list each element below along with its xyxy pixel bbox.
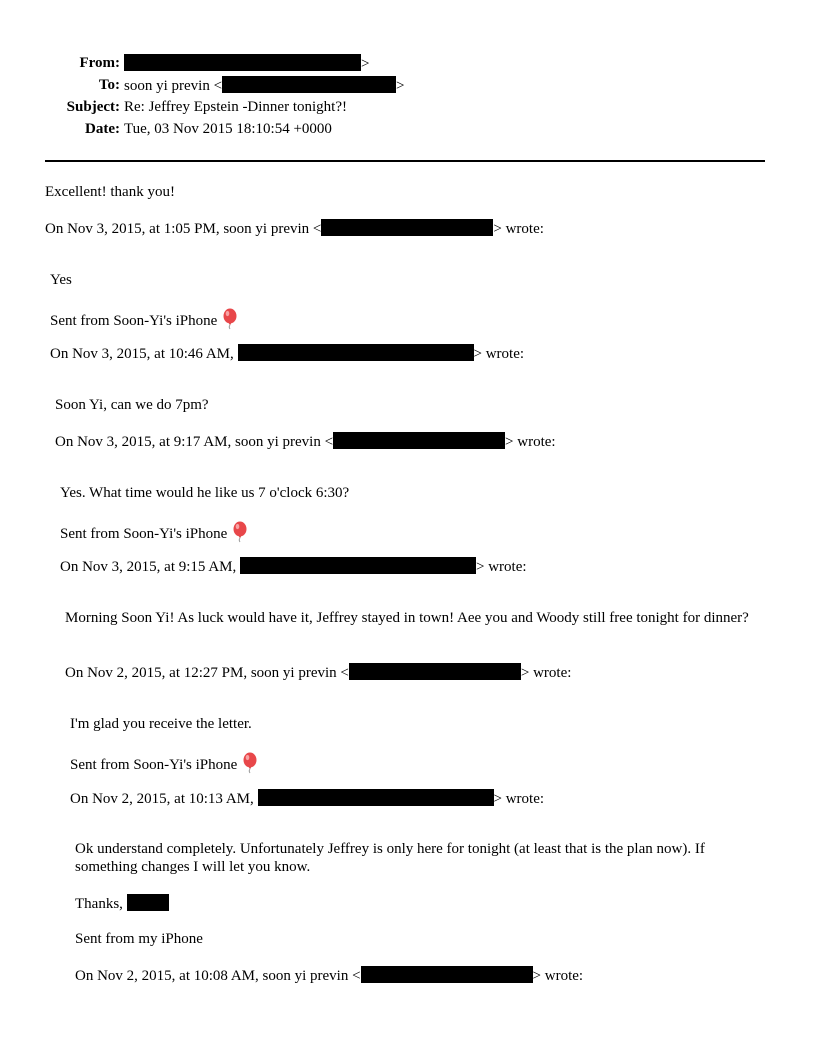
redaction-block	[240, 557, 476, 574]
subject-label: Subject:	[66, 99, 120, 115]
wrote-suffix: > wrote:	[493, 791, 545, 807]
quote-header	[60, 557, 527, 576]
quote-header	[55, 432, 556, 451]
redaction-block	[258, 789, 494, 806]
redaction-block	[349, 663, 521, 680]
date-value: Tue, 03 Nov 2015 18:10:54 +0000	[124, 121, 332, 137]
header-divider	[45, 160, 765, 162]
wrote-suffix: > wrote:	[476, 559, 527, 575]
quote-prefix: On Nov 3, 2015, at 1:05 PM, soon yi previn <	[45, 221, 322, 237]
quote-prefix: On Nov 3, 2015, at 9:17 AM, soon yi previn <	[55, 434, 334, 450]
message-body: Excellent! thank you!	[45, 184, 175, 200]
wrote-suffix: > wrote:	[505, 434, 556, 450]
message-body: Morning Soon Yi! As luck would have it, Jeffrey stayed in town! Aee you and Woody still free tonight for dinner?	[65, 610, 749, 626]
message-body: Yes	[50, 272, 72, 288]
balloon-icon	[230, 521, 250, 543]
redaction-block	[361, 966, 533, 983]
wrote-suffix: > wrote:	[532, 968, 584, 984]
quote-header	[65, 663, 571, 682]
quote-prefix: On Nov 2, 2015, at 12:27 PM, soon yi previn <	[65, 665, 349, 681]
signature-line	[70, 752, 260, 774]
redaction-block	[321, 219, 493, 236]
to-name: soon yi previn <	[124, 78, 223, 94]
redaction-block	[222, 76, 396, 93]
message-body: Yes. What time would he like us 7 o'clock 6:30?	[60, 485, 350, 501]
balloon-icon	[220, 308, 240, 330]
signature-text: Sent from Soon-Yi's iPhone	[50, 313, 218, 329]
signature-text: Sent from Soon-Yi's iPhone	[60, 526, 228, 542]
message-body: I'm glad you receive the letter.	[70, 716, 252, 732]
signature-line	[60, 521, 250, 543]
signature-line: Sent from my iPhone	[75, 931, 203, 947]
redaction-block	[124, 54, 361, 71]
quote-prefix: On Nov 2, 2015, at 10:08 AM, soon yi previn <	[75, 968, 361, 984]
thanks-line	[75, 894, 169, 913]
to-label: To:	[98, 77, 120, 93]
angle-bracket: >	[396, 78, 405, 94]
redaction-block	[238, 344, 474, 361]
quote-prefix: On Nov 2, 2015, at 10:13 AM,	[70, 791, 254, 807]
signature-line	[50, 308, 240, 330]
wrote-suffix: > wrote:	[493, 221, 544, 237]
quote-prefix: On Nov 3, 2015, at 10:46 AM,	[50, 346, 234, 362]
message-body: Ok understand completely. Unfortunately Jeffrey is only here for tonight (at least that is the plan now). If something changes I will let you know.	[75, 841, 705, 875]
angle-bracket: >	[361, 56, 370, 72]
thanks-text: Thanks,	[75, 896, 123, 912]
quote-header	[50, 344, 524, 363]
to-value	[124, 76, 405, 95]
subject-value: Re: Jeffrey Epstein -Dinner tonight?!	[124, 99, 347, 115]
quote-header	[75, 966, 583, 985]
wrote-suffix: > wrote:	[473, 346, 525, 362]
balloon-icon	[240, 752, 260, 774]
from-value	[124, 54, 369, 73]
quote-header	[70, 789, 544, 808]
from-label: From:	[79, 55, 120, 71]
redaction-block	[127, 894, 169, 911]
quote-header	[45, 219, 544, 238]
signature-text: Sent from Soon-Yi's iPhone	[70, 757, 238, 773]
message-body: Soon Yi, can we do 7pm?	[55, 397, 209, 413]
date-label: Date:	[85, 121, 120, 137]
redaction-block	[333, 432, 505, 449]
quote-prefix: On Nov 3, 2015, at 9:15 AM,	[60, 559, 237, 575]
wrote-suffix: > wrote:	[520, 665, 572, 681]
